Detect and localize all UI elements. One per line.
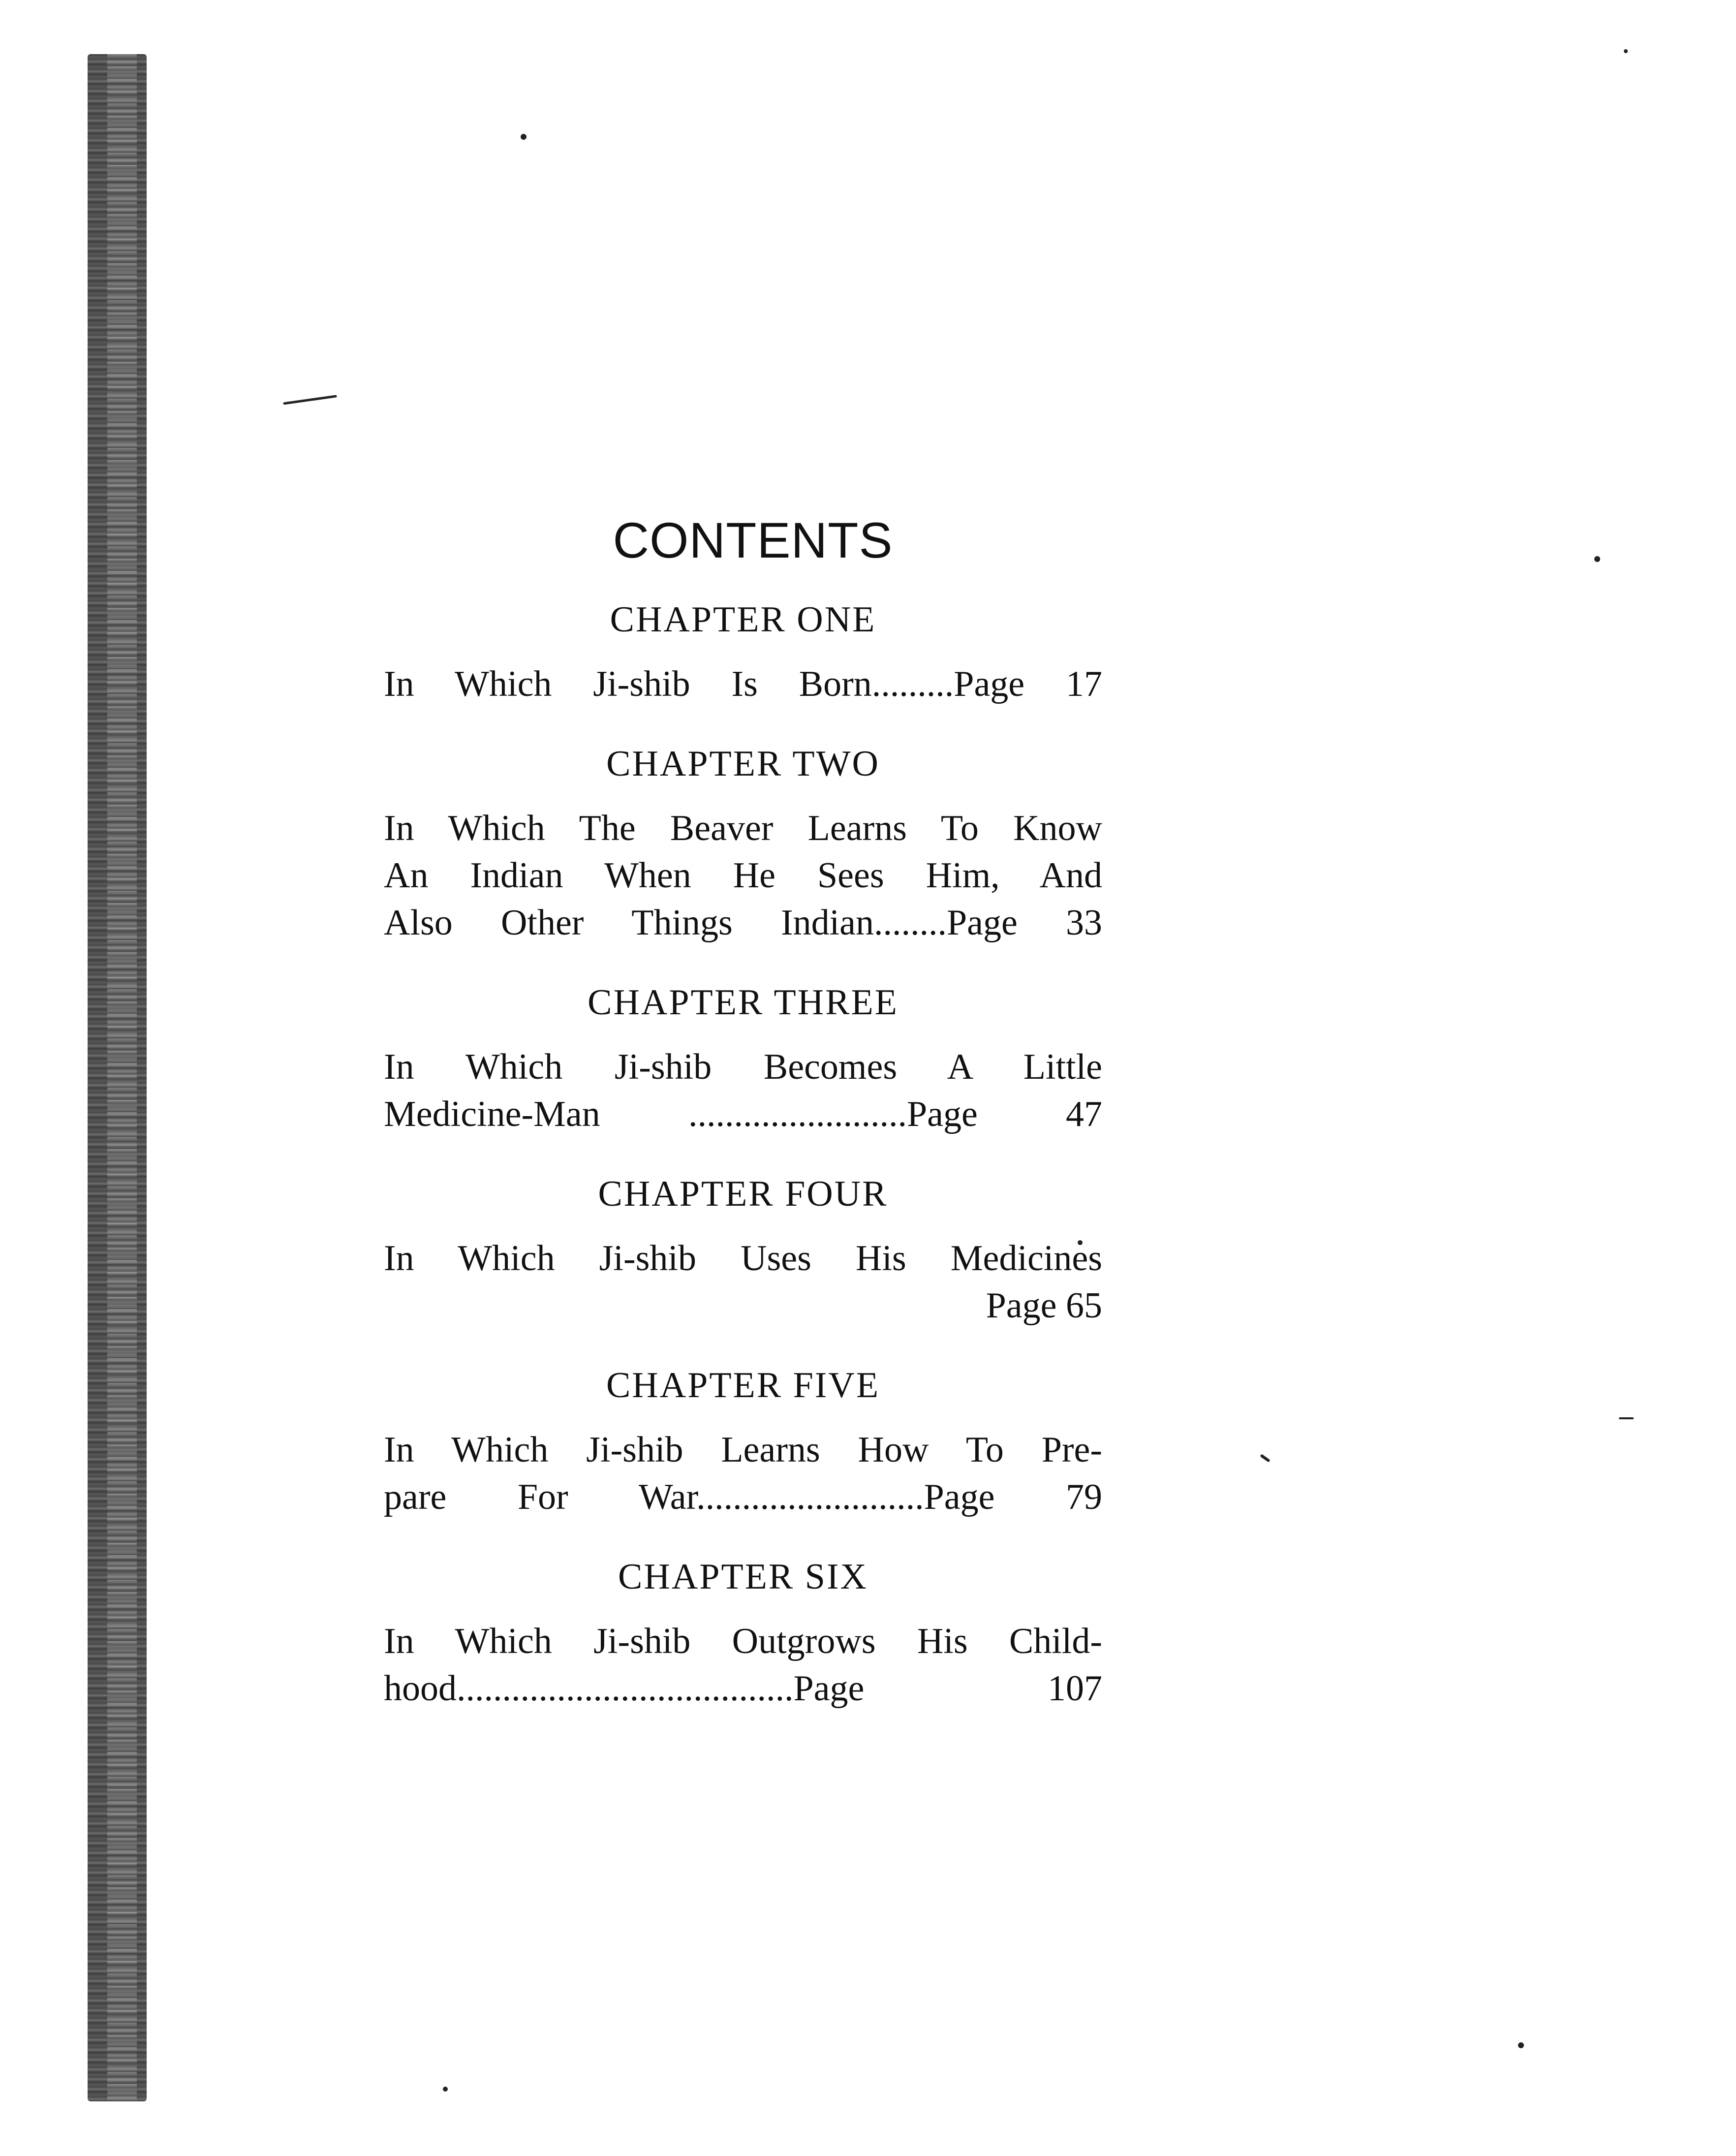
scan-speck xyxy=(1594,556,1600,562)
chapter-entry-three xyxy=(384,982,1102,1138)
scan-speck xyxy=(1518,2042,1524,2048)
chapter-entry-four xyxy=(384,1173,1102,1329)
chapter-heading: CHAPTER TWO xyxy=(606,744,880,784)
entry-line: Also Other Things Indian........Page 33 xyxy=(384,903,1102,943)
entry-line: Medicine-Man ........................Page 47 xyxy=(384,1094,1102,1134)
entry-line: In Which Ji-shib Uses His Medicines xyxy=(384,1238,1102,1279)
scan-speck xyxy=(1624,49,1628,53)
entry-line: In Which The Beaver Learns To Know xyxy=(384,808,1102,848)
chapter-description xyxy=(384,1618,1102,1712)
chapter-heading: CHAPTER FOUR xyxy=(598,1174,888,1214)
entry-line: In Which Ji-shib Outgrows His Child- xyxy=(384,1621,1102,1661)
chapter-entry-five xyxy=(384,1365,1102,1521)
chapter-description xyxy=(384,1426,1102,1521)
page-title: CONTENTS xyxy=(613,512,893,568)
chapter-description xyxy=(384,805,1102,946)
chapter-entry-two xyxy=(384,743,1102,946)
entry-line: hood.....................................Page 107 xyxy=(384,1668,1102,1709)
scanned-binding-edge xyxy=(88,54,147,2101)
entry-page-number: Page 65 xyxy=(986,1285,1102,1326)
scan-speck xyxy=(283,395,337,405)
chapter-heading: CHAPTER THREE xyxy=(588,982,899,1023)
entry-line: In Which Ji-shib Learns How To Pre- xyxy=(384,1430,1102,1470)
entry-line: In Which Ji-shib Becomes A Little xyxy=(384,1047,1102,1087)
chapter-heading: CHAPTER ONE xyxy=(610,599,876,640)
chapter-description xyxy=(384,1043,1102,1138)
chapter-entry-one xyxy=(384,599,1102,708)
chapter-list xyxy=(384,599,1102,1712)
scan-speck xyxy=(443,2087,448,2092)
chapter-heading: CHAPTER FIVE xyxy=(606,1365,880,1406)
chapter-heading: CHAPTER SIX xyxy=(618,1557,868,1597)
entry-line: In Which Ji-shib Is Born.........Page 17 xyxy=(384,664,1102,704)
entry-line: pare For War.........................Page 79 xyxy=(384,1477,1102,1517)
scan-speck xyxy=(521,134,527,140)
chapter-description xyxy=(384,1235,1102,1329)
entry-line: An Indian When He Sees Him, And xyxy=(384,855,1102,896)
chapter-description xyxy=(384,660,1102,708)
table-of-contents xyxy=(384,512,1102,1748)
chapter-entry-six xyxy=(384,1556,1102,1712)
scan-speck xyxy=(1619,1417,1634,1419)
scan-speck xyxy=(1260,1454,1270,1463)
